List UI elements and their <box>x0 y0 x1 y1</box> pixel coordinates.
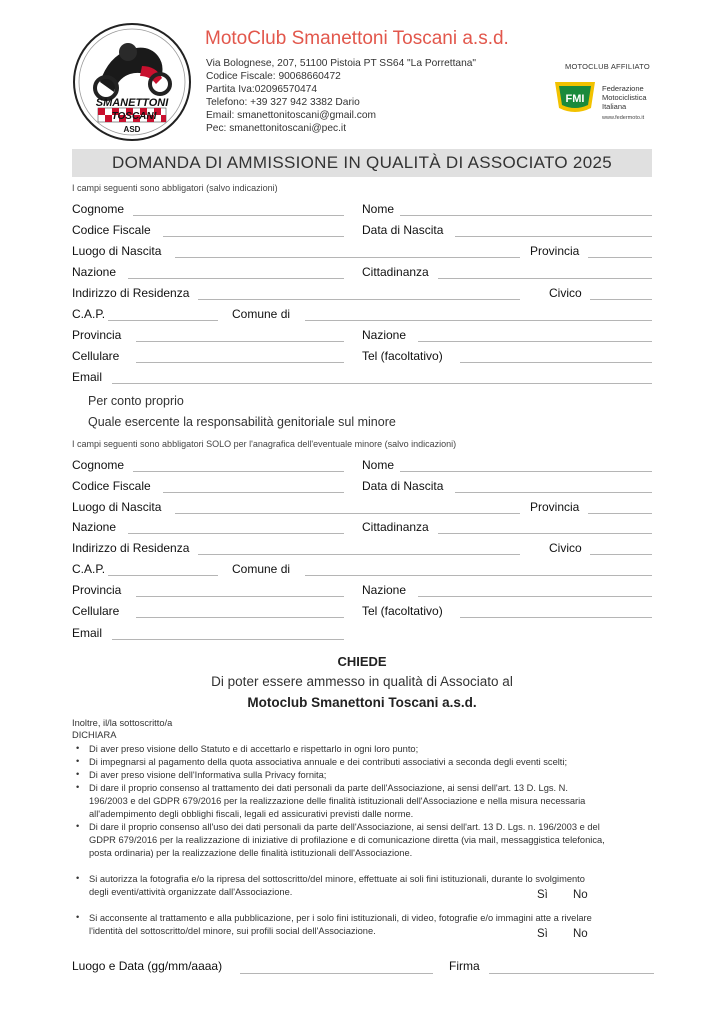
logo-text-toscani: TOSCANI <box>111 111 157 122</box>
bullet-dot: • <box>76 821 80 831</box>
bullet-dot: • <box>76 782 80 792</box>
minor-civico-label: Civico <box>549 541 582 555</box>
chiede-text: Di poter essere ammesso in qualità di Associato al <box>211 674 513 689</box>
club-vat: Partita Iva:02096570474 <box>206 84 318 95</box>
firma-label: Firma <box>449 959 480 973</box>
cap-label: C.A.P. <box>72 307 106 321</box>
dichiara-intro: Inoltre, il/la sottoscritto/a <box>72 718 173 728</box>
minor-cap-field[interactable] <box>108 575 218 576</box>
minor-cellulare-field[interactable] <box>136 617 344 618</box>
provincia-field[interactable] <box>588 257 652 258</box>
club-email: Email: smanettonitoscani@gmail.com <box>206 110 377 121</box>
luogo-nascita-field[interactable] <box>175 257 520 258</box>
minor-provincia2-field[interactable] <box>136 596 344 597</box>
consent-social-text-cont: l'identità del sottoscritto/del minore, sui profili social dell'Associazione. <box>89 926 376 936</box>
club-name: MotoClub Smanettoni Toscani a.s.d. <box>205 28 509 49</box>
option-proprio[interactable]: Per conto proprio <box>88 394 184 408</box>
federation-url: www.federmoto.it <box>602 115 645 121</box>
minor-nazione2-field[interactable] <box>418 596 652 597</box>
provincia2-label: Provincia <box>72 328 122 342</box>
bullet-dot: • <box>76 912 80 922</box>
indirizzo-label: Indirizzo di Residenza <box>72 286 190 300</box>
consent-photo-yes[interactable]: Sì <box>537 889 548 901</box>
cognome-field[interactable] <box>133 215 344 216</box>
option-genitore[interactable]: Quale esercente la responsabilità genitoriale sul minore <box>88 415 396 429</box>
codice-fiscale-label: Codice Fiscale <box>72 223 151 237</box>
dichiara-item: Di dare il proprio consenso all'uso dei dati personali da parte dell'Associazione, ai sensi dell'art. 13 D. Lgs. n. 196/2003 e del <box>89 822 600 832</box>
bullet-dot: • <box>76 769 80 779</box>
minor-tel-field[interactable] <box>460 617 652 618</box>
cognome-label: Cognome <box>72 202 125 216</box>
dichiara-item: Di impegnarsi al pagamento della quota associativa annuale e dei contributi associativi a seconda degli eventi scelti; <box>89 757 568 767</box>
minor-luogo-nascita-label: Luogo di Nascita <box>72 500 162 514</box>
cap-field[interactable] <box>108 320 218 321</box>
minor-provincia-label: Provincia <box>530 500 580 514</box>
minor-comune-label: Comune di <box>232 562 291 576</box>
cittadinanza-field[interactable] <box>438 278 652 279</box>
tel-field[interactable] <box>460 362 652 363</box>
nome-field[interactable] <box>400 215 652 216</box>
minor-cittadinanza-field[interactable] <box>438 533 652 534</box>
data-nascita-label: Data di Nascita <box>362 223 444 237</box>
dichiara-item-cont: posta ordinaria) per la realizzazione delle finalità istituzionali dell'Associazione. <box>89 848 413 858</box>
consent-social-no[interactable]: No <box>573 928 588 940</box>
dichiara-item-cont: 196/2003 e del GDPR 679/2016 per la realizzazione delle finalità istituzionali dell'Associazione e nella misura necessaria <box>89 796 586 806</box>
luogo-data-label: Luogo e Data (gg/mm/aaaa) <box>72 959 223 973</box>
club-logo <box>72 22 192 142</box>
tel-label: Tel (facoltativo) <box>362 349 443 363</box>
fmi-logo <box>551 78 599 119</box>
cellulare-label: Cellulare <box>72 349 120 363</box>
indirizzo-field[interactable] <box>198 299 520 300</box>
codice-fiscale-field[interactable] <box>163 236 344 237</box>
minor-tel-label: Tel (facoltativo) <box>362 604 443 618</box>
provincia2-field[interactable] <box>136 341 344 342</box>
minor-indirizzo-field[interactable] <box>198 554 520 555</box>
minor-indirizzo-label: Indirizzo di Residenza <box>72 541 190 555</box>
dichiara-item-cont: all'adempimento degli obblighi fiscali, legali ed assicurativi previsti dalle norme. <box>89 809 414 819</box>
minor-nazione2-label: Nazione <box>362 583 407 597</box>
minor-cellulare-label: Cellulare <box>72 604 120 618</box>
minor-provincia-field[interactable] <box>588 513 652 514</box>
consent-photo-no[interactable]: No <box>573 889 588 901</box>
section2-note: I campi seguenti sono abbligatori SOLO per l'anagrafica dell'eventuale minore (salvo indicazioni) <box>72 439 457 449</box>
fmi-logo-text: FMI <box>565 93 585 105</box>
minor-cognome-label: Cognome <box>72 458 125 472</box>
club-pec: Pec: smanettonitoscani@pec.it <box>206 123 347 134</box>
club-phone: Telefono: +39 327 942 3382 Dario <box>206 97 360 108</box>
bullet-dot: • <box>76 756 80 766</box>
provincia-label: Provincia <box>530 244 580 258</box>
dichiara-item: Di aver preso visione dello Statuto e di accettarlo e rispettarlo in ogni loro punto; <box>89 744 419 754</box>
minor-civico-field[interactable] <box>590 554 652 555</box>
nazione-field[interactable] <box>128 278 344 279</box>
minor-codice-fiscale-field[interactable] <box>163 492 344 493</box>
luogo-data-field[interactable] <box>240 973 433 974</box>
logo-text-smanettoni: SMANETTONI <box>95 97 169 109</box>
bullet-dot: • <box>76 873 80 883</box>
nazione-label: Nazione <box>72 265 117 279</box>
consent-social-yes[interactable]: Sì <box>537 928 548 940</box>
minor-cittadinanza-label: Cittadinanza <box>362 520 429 534</box>
cellulare-field[interactable] <box>136 362 344 363</box>
minor-email-field[interactable] <box>112 639 344 640</box>
chiede-heading: CHIEDE <box>337 654 387 669</box>
chiede-club-name: Motoclub Smanettoni Toscani a.s.d. <box>247 695 477 710</box>
minor-email-label: Email <box>72 626 103 640</box>
bullet-dot: • <box>76 743 80 753</box>
consent-social-text: Si acconsente al trattamento e alla pubblicazione, per i solo fini istituzionali, di video, fotografie e/o immagini atte a rivelare <box>89 913 592 923</box>
minor-provincia2-label: Provincia <box>72 583 122 597</box>
dichiara-item: Di dare il proprio consenso al trattamento dei dati personali da parte dell'Associazione, ai sensi dell'art. 13 D. Lgs. N. <box>89 783 568 793</box>
minor-data-nascita-field[interactable] <box>455 492 652 493</box>
minor-nazione-field[interactable] <box>128 533 344 534</box>
dichiara-item-cont: GDPR 679/2016 per la realizzazione di iniziative di profilazione e di comunicazione diretta (via mail, messaggistica telefonica, <box>89 835 605 845</box>
dichiara-item: Di aver preso visione dell'Informativa sulla Privacy fornita; <box>89 770 327 780</box>
affiliate-label: MOTOCLUB AFFILIATO <box>565 62 650 71</box>
title-banner <box>72 149 652 177</box>
minor-comune-field[interactable] <box>305 575 652 576</box>
firma-field[interactable] <box>489 973 654 974</box>
minor-cap-label: C.A.P. <box>72 562 106 576</box>
minor-data-nascita-label: Data di Nascita <box>362 479 444 493</box>
comune-label: Comune di <box>232 307 291 321</box>
nazione2-field[interactable] <box>418 341 652 342</box>
luogo-nascita-label: Luogo di Nascita <box>72 244 162 258</box>
club-fiscal-code: Codice Fiscale: 90068660472 <box>206 71 341 82</box>
minor-nazione-label: Nazione <box>72 520 117 534</box>
logo-text-asd: ASD <box>123 125 141 134</box>
consent-photo-text-cont: degli eventi/attività organizzate dall'Associazione. <box>89 887 293 897</box>
comune-field[interactable] <box>305 320 652 321</box>
civico-field[interactable] <box>590 299 652 300</box>
minor-nome-field[interactable] <box>400 471 652 472</box>
email-label: Email <box>72 370 103 384</box>
club-address: Via Bolognese, 207, 51100 Pistoia PT SS64 "La Porrettana" <box>206 58 477 69</box>
nome-label: Nome <box>362 202 395 216</box>
federation-name: Federazione Motociclistica Italiana <box>602 84 647 111</box>
minor-codice-fiscale-label: Codice Fiscale <box>72 479 151 493</box>
minor-luogo-nascita-field[interactable] <box>175 513 520 514</box>
consent-photo-text: Si autorizza la fotografia e/o la ripresa del sottoscritto/del minore, effettuate ai soli fini istituzionali, durante lo svolgimento <box>89 874 585 884</box>
dichiara-heading: DICHIARA <box>72 730 117 740</box>
minor-nome-label: Nome <box>362 458 395 472</box>
nazione2-label: Nazione <box>362 328 407 342</box>
civico-label: Civico <box>549 286 582 300</box>
section1-note: I campi seguenti sono abbligatori (salvo indicazioni) <box>72 183 278 193</box>
cittadinanza-label: Cittadinanza <box>362 265 429 279</box>
page-title: DOMANDA DI AMMISSIONE IN QUALITÀ DI ASSOCIATO 2025 <box>112 153 612 172</box>
data-nascita-field[interactable] <box>455 236 652 237</box>
email-field[interactable] <box>112 383 652 384</box>
minor-cognome-field[interactable] <box>133 471 344 472</box>
